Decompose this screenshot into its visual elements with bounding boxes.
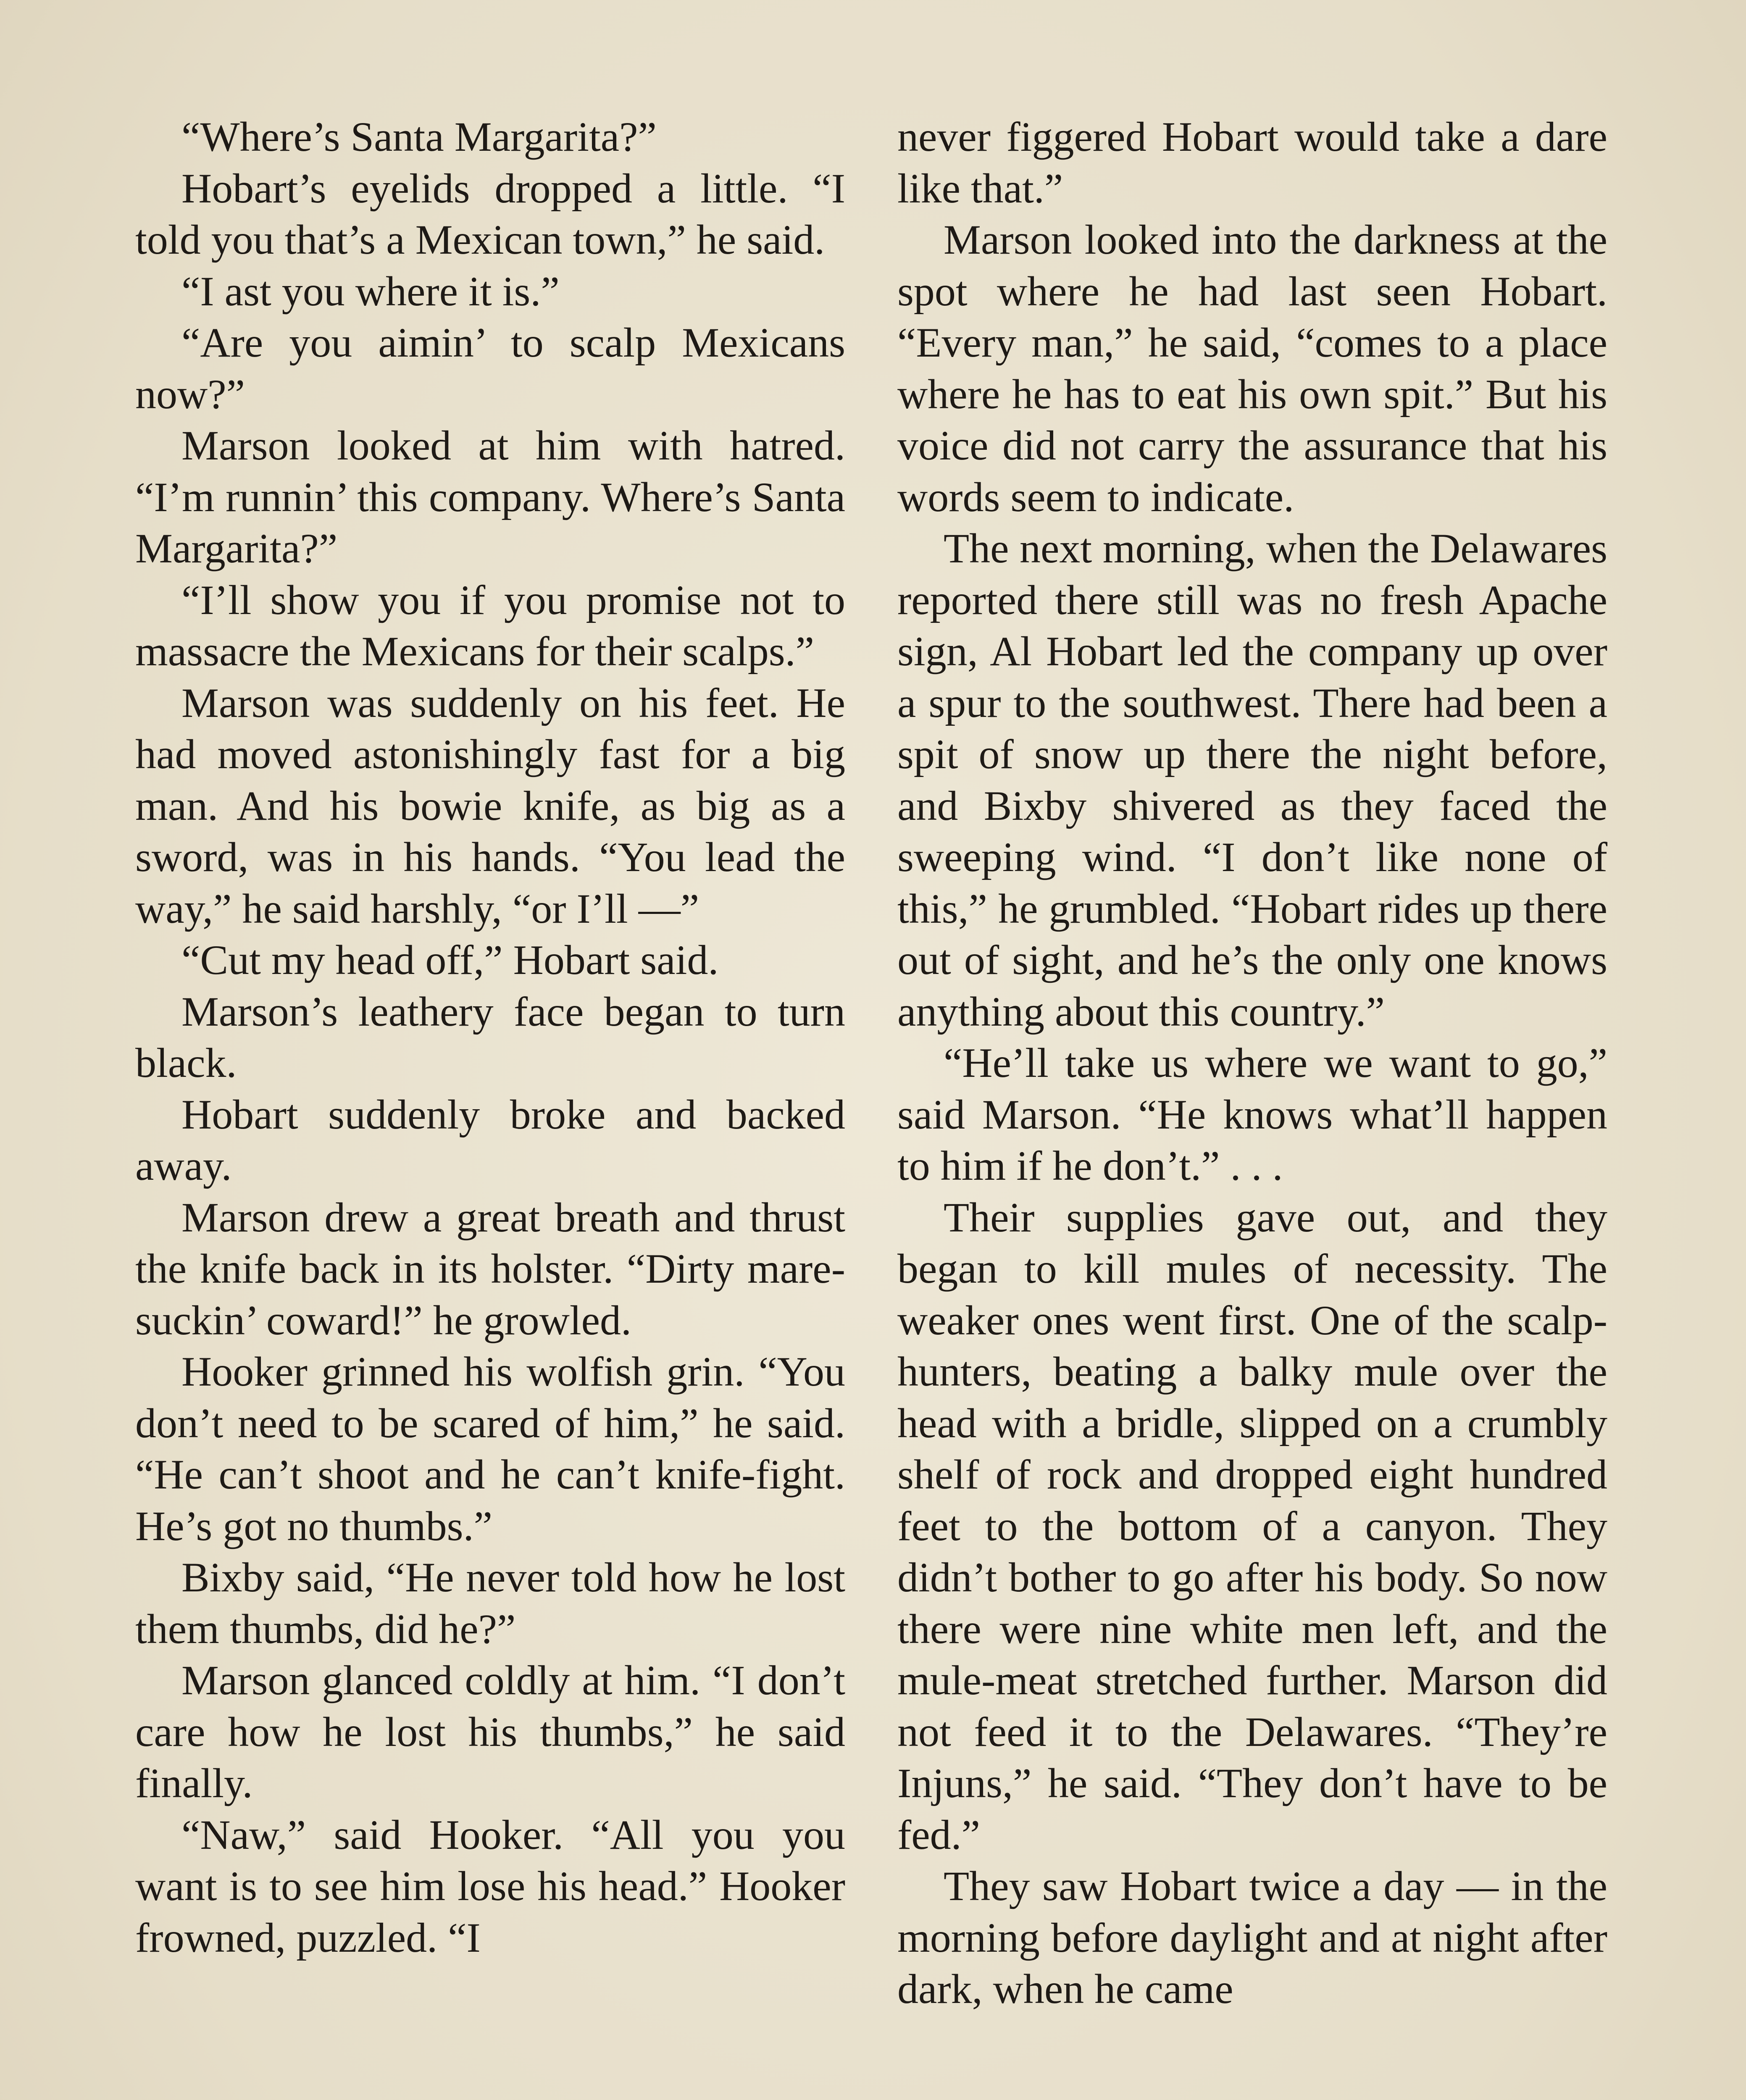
paragraph: Bixby said, “He never told how he lost them thumbs, did he?” <box>135 1554 845 1652</box>
paragraph: Hobart’s eyelids dropped a little. “I told you that’s a Mexican town,” he said. <box>135 165 845 263</box>
paragraph: Marson looked into the darkness at the spot where he had last seen Hobart. “Every man,” he said, “comes to a place where he has to eat his own spit.” But his voice did not carry the assurance that his words seem to indicate. <box>897 216 1607 520</box>
paragraph: “Are you aimin’ to scalp Mexicans now?” <box>135 319 845 417</box>
paragraph: They saw Hobart twice a day — in the morning before daylight and at night after dark, when he came <box>897 1863 1607 2012</box>
paragraph: Marson was suddenly on his feet. He had moved astonishingly fast for a big man. And his bowie knife, as big as a sword, was in his hands. “You lead the way,” he said harshly, “or I’ll —” <box>135 679 845 932</box>
paragraph: Their supplies gave out, and they began to kill mules of necessity. The weaker ones went first. One of the scalp-hunters, beating a balky mule over the head with a bridle, slipped on a crumbly shelf of rock and dropped eight hundred feet to the bottom of a canyon. They didn’t bother to go after his body. So now there were nine white men left, and the mule-meat stretched further. Marson did not feed it to the Delawares. “They’re Injuns,” he said. “They don’t have to be fed.” <box>897 1194 1607 1858</box>
paragraph: “Where’s Santa Margarita?” <box>181 113 657 160</box>
paragraph: “He’ll take us where we want to go,” said Marson. “He knows what’ll happen to him if he don’t.” . . . <box>897 1040 1607 1189</box>
left-text-column <box>135 111 845 1964</box>
paragraph: “Naw,” said Hooker. “All you you want is to see him lose his head.” Hooker frowned, puzzled. “I <box>135 1811 845 1961</box>
paragraph: Marson drew a great breath and thrust the knife back in its holster. “Dirty mare-suckin’ coward!” he growled. <box>135 1194 845 1344</box>
paragraph-continued: never figgered Hobart would take a dare like that.” <box>897 113 1607 212</box>
paragraph: “I’ll show you if you promise not to massacre the Mexicans for their scalps.” <box>135 576 845 675</box>
paragraph: Marson glanced coldly at him. “I don’t care how he lost his thumbs,” he said finally. <box>135 1657 845 1806</box>
paragraph: Hooker grinned his wolfish grin. “You don’t need to be scared of him,” he said. “He can’t shoot and he can’t knife-fight. He’s got no thumbs.” <box>135 1348 845 1549</box>
paragraph: Marson’s leathery face began to turn black. <box>135 988 845 1086</box>
paragraph: The next morning, when the Delawares reported there still was no fresh Apache sign, Al Hobart led the company up over a spur to the southwest. There had been a spit of snow up there the night before, and Bixby shivered as they faced the sweeping wind. “I don’t like none of this,” he grumbled. “Hobart rides up there out of sight, and he’s the only one knows anything about this country.” <box>897 525 1607 1035</box>
right-text-column <box>897 111 1607 2015</box>
paragraph: Marson looked at him with hatred. “I’m runnin’ this company. Where’s Santa Margarita?” <box>135 422 845 572</box>
paragraph: “I ast you where it is.” <box>181 268 560 315</box>
paragraph: Hobart suddenly broke and backed away. <box>135 1091 845 1189</box>
paragraph: “Cut my head off,” Hobart said. <box>181 937 719 983</box>
